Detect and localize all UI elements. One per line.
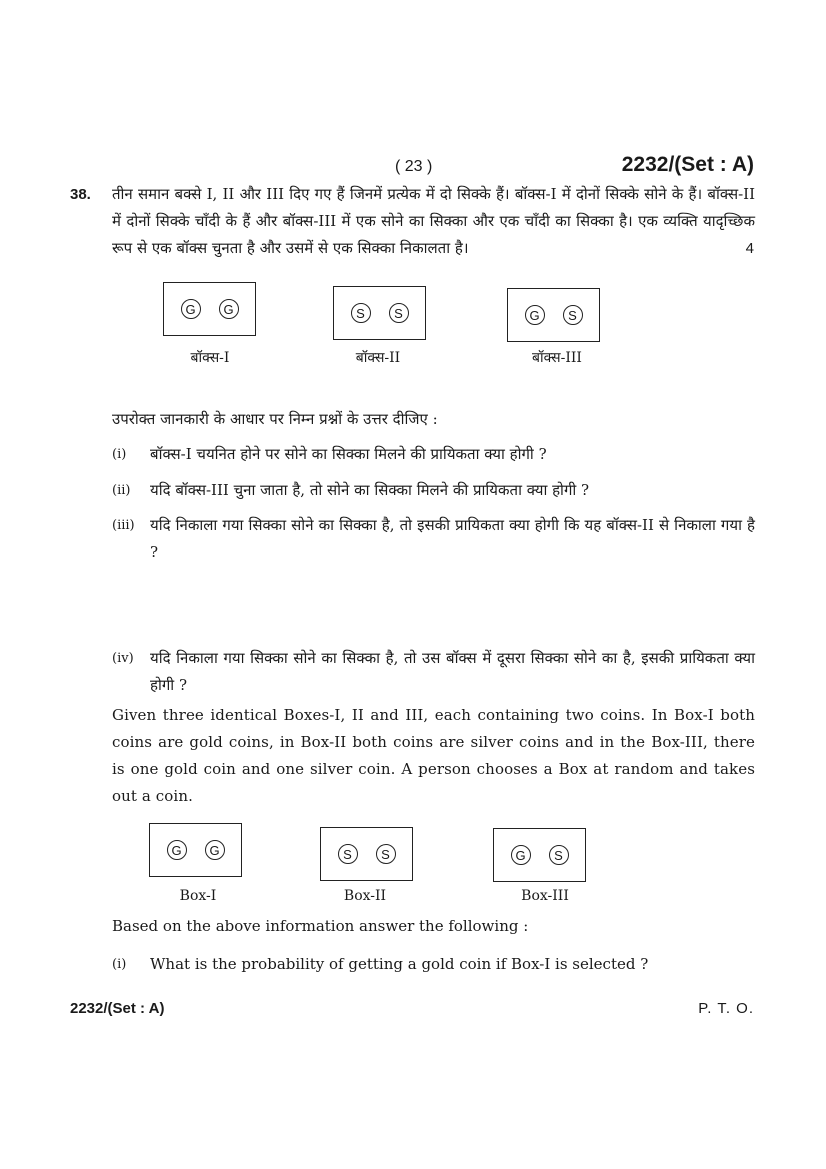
paper-code-footer: 2232/(Set : A) [70, 1000, 165, 1017]
english-prompt: Based on the above information answer the following : [112, 917, 529, 935]
coin: G [525, 305, 545, 325]
box-diagram-2 [320, 827, 413, 881]
box-label: Box-I [179, 888, 217, 904]
box-diagram-1 [149, 823, 242, 877]
box-label: बॉक्स-I [190, 350, 230, 366]
item-number: (iv) [112, 651, 134, 666]
hindi-subquestion-iii [112, 512, 755, 566]
coin: S [389, 303, 409, 323]
box-label: बॉक्स-II [355, 350, 401, 366]
box-diagram-1 [163, 282, 256, 336]
item-text: What is the probability of getting a gold coin if Box-I is selected ? [150, 955, 649, 973]
coin: G [219, 299, 239, 319]
coin: G [511, 845, 531, 865]
item-text: यदि निकाला गया सिक्का सोने का सिक्का है, तो इसकी प्रायिकता क्या होगी कि यह बॉक्स-II से निकाला गया है ? [150, 516, 755, 561]
item-text: बॉक्स-I चयनित होने पर सोने का सिक्का मिलने की प्रायिकता क्या होगी ? [150, 445, 547, 463]
hindi-intro: तीन समान बक्से I, II और III दिए गए हैं जिनमें प्रत्येक में दो सिक्के हैं। बॉक्स-I में दोनों सिक्के सोने के हैं। बॉक्स-II में दोनों सिक्के चाँदी के हैं और बॉक्स-III में एक सोने का सिक्का और एक चाँदी का सिक्का है। एक व्यक्ति यादृच्छिक रूप से एक बॉक्स चुनता है और उसमें से एक सिक्का निकालता है। [112, 185, 755, 257]
item-text: यदि निकाला गया सिक्का सोने का सिक्का है, तो उस बॉक्स में दूसरा सिक्का सोने का है, इसकी प्रायिकता क्या होगी ? [150, 649, 755, 694]
english-subquestion-i [112, 951, 755, 978]
coin: G [167, 840, 187, 860]
pto-note: P. T. O. [698, 1000, 754, 1017]
hindi-subquestion-i [112, 441, 755, 468]
question-number: 38. [70, 186, 91, 203]
english-intro: Given three identical Boxes-I, II and III, each containing two coins. In Box-I both coins are gold coins, in Box-II both coins are silver coins and in the Box-III, there is one gold coin and one silver coin. A person chooses a Box at random and takes out a coin. [112, 706, 755, 805]
box-diagram-3 [493, 828, 586, 882]
item-number: (ii) [112, 483, 131, 498]
coin: S [376, 844, 396, 864]
coin: S [549, 845, 569, 865]
item-number: (iii) [112, 518, 135, 533]
box-label: बॉक्स-III [532, 350, 582, 366]
coin: S [563, 305, 583, 325]
hindi-prompt: उपरोक्त जानकारी के आधार पर निम्न प्रश्नों के उत्तर दीजिए : [112, 410, 438, 428]
hindi-subquestion-ii [112, 477, 755, 504]
question-marks: 4 [745, 240, 754, 257]
coin: S [351, 303, 371, 323]
box-diagram-3 [507, 288, 600, 342]
coin: G [205, 840, 225, 860]
page-number: ( 23 ) [395, 158, 433, 175]
coin: G [181, 299, 201, 319]
item-number: (i) [112, 447, 127, 462]
item-number: (i) [112, 957, 127, 972]
item-text: यदि बॉक्स-III चुना जाता है, तो सोने का सिक्का मिलने की प्रायिकता क्या होगी ? [150, 481, 590, 499]
box-label: Box-III [521, 888, 569, 904]
box-label: Box-II [343, 888, 387, 904]
hindi-subquestion-iv [112, 645, 755, 699]
box-diagram-2 [333, 286, 426, 340]
paper-code-header: 2232/(Set : A) [621, 153, 754, 176]
coin: S [338, 844, 358, 864]
